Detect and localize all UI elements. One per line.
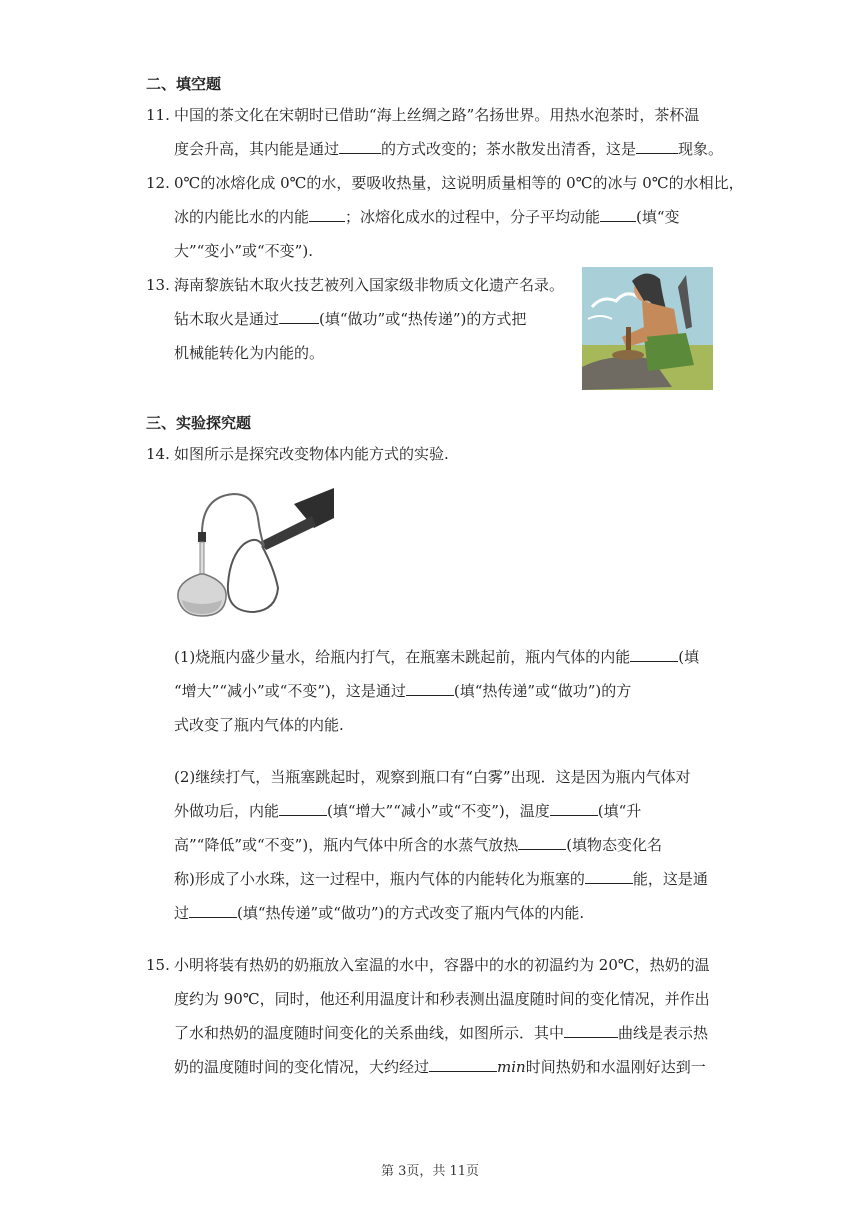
question-12 — [146, 166, 744, 268]
answer-blank[interactable] — [585, 869, 633, 884]
question-text: 过 — [174, 904, 190, 922]
question-number: 13. — [146, 276, 170, 294]
answer-blank[interactable] — [279, 309, 319, 324]
question-text: (1)烧瓶内盛少量水，给瓶内打气，在瓶塞未跳起前，瓶内气体的内能 — [174, 648, 631, 666]
unit-label: min — [497, 1058, 526, 1076]
question-text: 大”“变小”或“不变”). — [174, 242, 313, 260]
question-text: 外做功后，内能 — [174, 802, 280, 820]
answer-blank[interactable] — [636, 139, 678, 154]
question-text: 0℃的冰熔化成 0℃的水，要吸收热量，这说明质量相等的 0℃的冰与 0℃的水相比， — [174, 174, 744, 192]
answer-blank[interactable] — [339, 139, 381, 154]
answer-blank[interactable] — [429, 1057, 497, 1072]
question-14 — [146, 437, 726, 471]
answer-blank[interactable] — [189, 903, 237, 918]
answer-blank[interactable] — [630, 647, 678, 662]
question-text: 了水和热奶的温度随时间变化的关系曲线，如图所示．其中 — [174, 1024, 565, 1042]
answer-blank[interactable] — [550, 801, 598, 816]
question-text: (填物态变化名 — [566, 836, 663, 854]
question-text: (填“增大”“减小”或“不变”)，温度 — [327, 802, 550, 820]
question-text: (填 — [678, 648, 700, 666]
flask-pump-experiment-figure — [174, 488, 334, 620]
question-number: 15. — [146, 956, 170, 974]
question-text: 的方式改变的；茶水散发出清香，这是 — [381, 140, 637, 158]
question-13 — [146, 268, 576, 370]
question-text: 式改变了瓶内气体的内能. — [174, 716, 344, 734]
question-text: (填“热传递”或“做功”)的方式改变了瓶内气体的内能. — [237, 904, 585, 922]
question-text: 称)形成了小水珠，这一过程中，瓶内气体的内能转化为瓶塞的 — [174, 870, 585, 888]
question-text: (填“做功”或“热传递”)的方式把 — [319, 310, 527, 328]
answer-blank[interactable] — [564, 1023, 618, 1038]
question-14-part-2 — [174, 760, 719, 930]
answer-blank[interactable] — [518, 835, 566, 850]
question-text: 奶的温度随时间的变化情况，大约经过 — [174, 1058, 430, 1076]
page-footer: 第 3页，共 11页 — [380, 1164, 480, 1179]
question-text: 能，这是通 — [632, 870, 708, 888]
question-text: 现象。 — [678, 140, 724, 158]
question-11 — [146, 98, 726, 166]
question-text: ；冰熔化成水的过程中，分子平均动能 — [345, 208, 601, 226]
question-text: 机械能转化为内能的。 — [174, 344, 325, 362]
question-15 — [146, 948, 726, 1084]
answer-blank[interactable] — [600, 207, 636, 222]
question-text: 时间热奶和水温刚好达到一 — [525, 1058, 706, 1076]
question-text: 如图所示是探究改变物体内能方式的实验. — [174, 445, 449, 463]
question-text: (填“热传递”或“做功”)的方 — [453, 682, 632, 700]
answer-blank[interactable] — [309, 207, 345, 222]
question-text: 度会升高，其内能是通过 — [174, 140, 340, 158]
question-text: 冰的内能比水的内能 — [174, 208, 310, 226]
question-text: 中国的茶文化在宋朝时已借助“海上丝绸之路”名扬世界。用热水泡茶时，茶杯温 — [174, 106, 700, 124]
section-heading-experiment: 三、实验探究题 — [146, 414, 252, 432]
question-14-part-1 — [174, 640, 719, 742]
question-text: 高”“降低”或“不变”)，瓶内气体中所含的水蒸气放热 — [174, 836, 519, 854]
section-heading-fill-blank: 二、填空题 — [146, 75, 222, 93]
question-number: 11. — [146, 106, 170, 124]
question-text: (填“升 — [597, 802, 642, 820]
question-text: 曲线是表示热 — [618, 1024, 709, 1042]
question-number: 12. — [146, 174, 170, 192]
answer-blank[interactable] — [406, 681, 454, 696]
question-text: 度约为 90℃，同时，他还利用温度计和秒表测出温度随时间的变化情况，并作出 — [174, 990, 710, 1008]
question-text: “增大”“减小”或“不变”)，这是通过 — [174, 682, 406, 700]
question-text: 钻木取火是通过 — [174, 310, 280, 328]
question-text: 海南黎族钻木取火技艺被列入国家级非物质文化遗产名录。 — [174, 276, 565, 294]
question-text: (填“变 — [636, 208, 680, 226]
answer-blank[interactable] — [279, 801, 327, 816]
question-text: (2)继续打气，当瓶塞跳起时，观察到瓶口有“白雾”出现．这是因为瓶内气体对 — [174, 768, 691, 786]
fire-drilling-illustration — [582, 267, 713, 390]
question-number: 14. — [146, 445, 170, 463]
question-text: 小明将装有热奶的奶瓶放入室温的水中，容器中的水的初温约为 20℃，热奶的温 — [174, 956, 710, 974]
